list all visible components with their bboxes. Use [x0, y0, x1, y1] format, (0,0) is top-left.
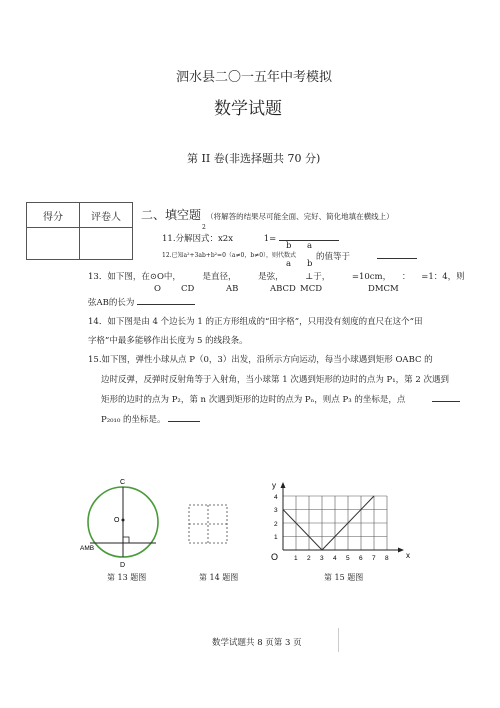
- fig13-caption: 第 13 题图: [107, 573, 147, 582]
- q13-letter-1: O: [154, 284, 161, 294]
- q15-line4-text: P₂₀₁₀ 的坐标是。: [101, 415, 166, 425]
- question-15-line4: [101, 413, 200, 425]
- figure-13: [80, 474, 170, 570]
- fig15-x-tick-6: 6: [359, 555, 363, 562]
- fig15-y-label: y: [272, 481, 276, 490]
- fig14-caption: 第 14 题图: [199, 573, 239, 582]
- question-15-line1: 15.如下图，弹性小球从点 P（0，3）出发，沿所示方向运动，每当小球遇到矩形 OABC 的: [88, 355, 433, 365]
- score-cell: [27, 228, 80, 260]
- fig15-x-tick-2: 2: [307, 555, 311, 562]
- fig15-y-tick-2: 2: [274, 521, 278, 528]
- fig15-y-tick-4: 4: [274, 494, 278, 501]
- fig13-right-angle: [123, 537, 129, 543]
- q15-answer-blank-1: [432, 401, 460, 402]
- fig15-x-tick-3: 3: [320, 555, 324, 562]
- figure-15: [268, 478, 416, 566]
- q13-letter-4: ABCD: [270, 284, 296, 294]
- section-instruction: （将解答的结果尽可能全面、完好、简化地填在横线上）: [206, 212, 394, 221]
- fig15-caption: 第 15 题图: [324, 573, 364, 582]
- fig15-x-arrow: [398, 548, 404, 553]
- fig13-label-c: C: [120, 479, 126, 486]
- question-14-line2: 字格”中最多能够作出长度为 5 的线段条。: [88, 336, 248, 346]
- q12-tail: [316, 250, 417, 262]
- section-heading: [141, 204, 394, 223]
- fig13-label-amb: AMB: [80, 545, 95, 552]
- fig15-y-tick-1: 1: [274, 534, 278, 541]
- grader-label: 评卷人: [80, 203, 133, 228]
- q12-answer-blank: [377, 258, 417, 259]
- exam-title: 泗水县二〇一五年中考模拟: [176, 70, 333, 85]
- score-label: 得分: [27, 203, 80, 228]
- page-footer: 数学试题共 8 页第 3 页: [212, 638, 302, 648]
- grader-cell: [80, 228, 133, 260]
- fig15-x-tick-8: 8: [385, 555, 389, 562]
- question-15-line2: 边时反弹，反弹时反射角等于入射角，当小球第 1 次遇到矩形的边时的点为 P₁，第 2 次遇到: [101, 375, 449, 385]
- q15-line3-text: 矩形的边时的点为 P₂，第 n 次遇到矩形的边时的点为 Pₙ，则点 P₃ 的坐标是，点: [101, 395, 406, 405]
- q12-frac-top-2: a: [307, 241, 313, 251]
- q13-letter-5: MCD: [300, 284, 323, 294]
- fig15-x-tick-1: 1: [294, 555, 298, 562]
- question-13-line2: [88, 296, 195, 308]
- q13-letter-2: CD: [181, 284, 195, 294]
- fig13-center-dot: [122, 519, 125, 522]
- fig15-x-tick-4: 4: [333, 555, 337, 562]
- fig13-label-o: O: [114, 517, 120, 524]
- fig15-y-tick-3: 3: [274, 507, 278, 514]
- q13-line2-text: 弦AB的长为: [88, 298, 135, 308]
- q12-tail-text: 的值等于: [316, 252, 351, 262]
- section-title: 二、填空题: [141, 208, 202, 222]
- q11-mid: 1=: [263, 234, 277, 244]
- q12-frac-bot-2: b: [307, 259, 313, 269]
- question-11: [162, 232, 339, 244]
- fig15-x-tick-5: 5: [346, 555, 350, 562]
- score-table: [26, 202, 133, 260]
- fig15-origin-label: O: [271, 552, 279, 562]
- q13-answer-blank: [137, 304, 195, 305]
- fig15-y-arrow: [281, 482, 286, 488]
- fig13-label-d: D: [120, 562, 126, 569]
- q12-frac-bot-1: a: [286, 259, 292, 269]
- footer-rule: [338, 628, 339, 652]
- volume-heading: 第 II 卷(非选择题共 70 分): [187, 152, 321, 165]
- q12-frac-top-1: b: [286, 241, 292, 251]
- subject-title: 数学试题: [214, 99, 282, 119]
- q15-answer-blank-2: [168, 421, 200, 422]
- fig15-grid: [283, 496, 387, 550]
- question-12: 12.已知a²+3ab+b²=0（a≠0，b≠0），则代数式: [162, 252, 297, 259]
- question-13-line1: 13．如下图，在⊙O中， 是直径， 是弦， ⊥于， =10cm， ： =1：4，则: [88, 272, 465, 282]
- question-15-line3: [101, 393, 460, 405]
- fig15-x-tick-7: 7: [372, 555, 376, 562]
- q13-letter-6: DMCM: [368, 284, 399, 294]
- fig15-x-label: x: [406, 551, 410, 560]
- q13-letter-3: AB: [226, 284, 239, 294]
- q11-text: 11.分解因式：x2x: [162, 234, 234, 244]
- q11-superscript: 2: [202, 224, 206, 231]
- figure-14: [188, 504, 230, 546]
- question-14-line1: 14．如下图是由 4 个边长为 1 的正方形组成的“田字格”，只用没有刻度的直尺在这个“田: [88, 317, 423, 327]
